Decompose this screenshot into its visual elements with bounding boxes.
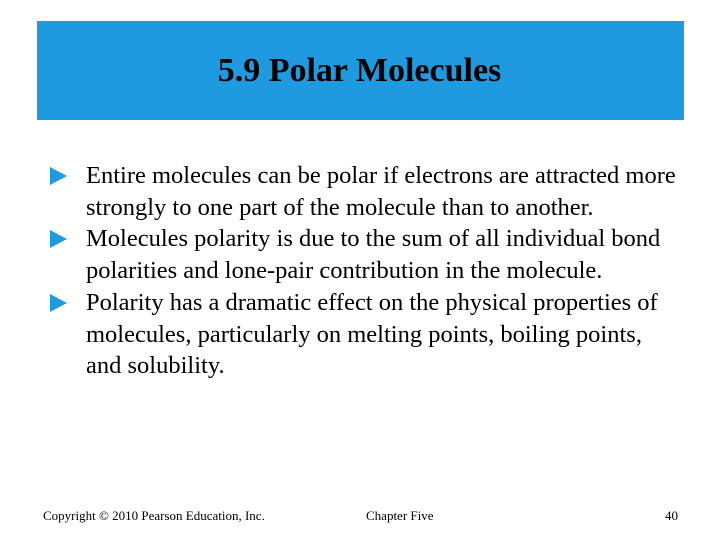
footer-copyright: Copyright © 2010 Pearson Education, Inc. [43,508,265,523]
bullet-text: Polarity has a dramatic effect on the physical properties of molecules, particularly on melting points, boiling points, and solubility. [86,288,658,380]
triangle-bullet-icon [50,294,67,312]
triangle-bullet-icon [50,230,67,248]
slide-title: 5.9 Polar Molecules [217,51,502,89]
footer-chapter: Chapter Five [366,508,434,523]
bullet-text: Molecules polarity is due to the sum of all individual bond polarities and lone-pair contribution in the molecule. [86,225,661,285]
bullet-item [50,223,680,286]
triangle-bullet-icon [50,167,67,185]
title-bar [37,21,684,120]
footer-page-number: 40 [665,508,678,523]
bullet-list [50,160,680,382]
bullet-item [50,160,680,223]
bullet-item [50,287,680,382]
bullet-text: Entire molecules can be polar if electrons are attracted more strongly to one part of the molecule than to another. [86,162,676,221]
